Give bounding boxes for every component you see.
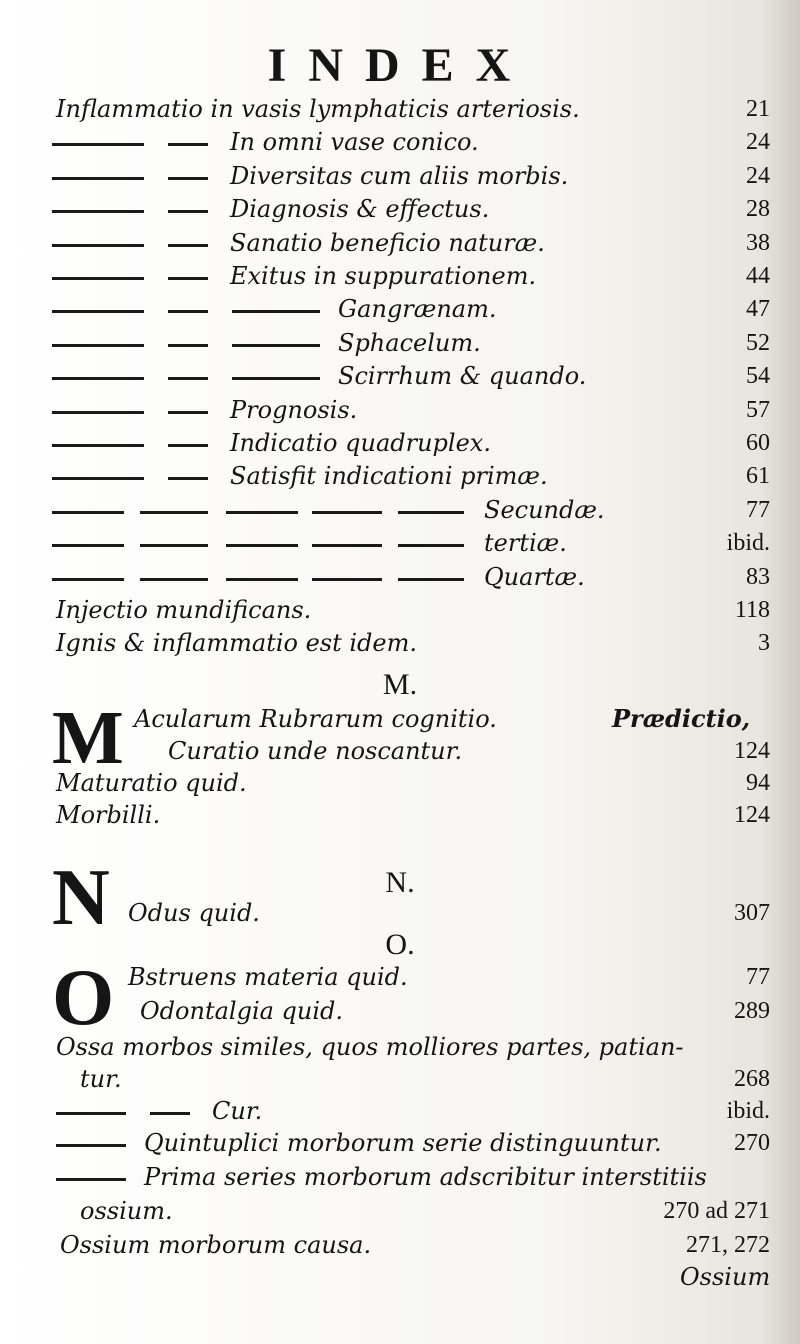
entry-text: Ignis & inflammatio est idem. [56,629,418,657]
ditto-rule [140,578,208,581]
ditto-rule [226,511,298,514]
entry-text: Gangrænam. [338,295,497,323]
entry-page-number: 270 [734,1130,770,1156]
ditto-rule [140,544,208,547]
entry-text: Diversitas cum aliis morbis. [230,162,569,190]
index-entry [0,1228,800,1262]
ditto-rule [168,177,208,180]
entry-page-number: 124 [734,738,770,764]
ditto-rule [226,578,298,581]
entry-page-number: 94 [746,770,770,796]
entry-page-number: 289 [734,998,770,1024]
entry-page-number: 118 [734,597,770,623]
index-entry [0,459,800,493]
ditto-rule [168,411,208,414]
index-entry [0,798,800,832]
ditto-rule [56,1112,126,1115]
drop-initial-m: M [52,696,124,780]
index-entry [0,702,800,736]
entry-text: Injectio mundificans. [56,596,312,624]
entry-page-number: 52 [746,330,770,356]
index-entry [0,359,800,393]
ditto-rule [232,377,320,380]
entry-page-number: 270 ad 271 [663,1198,770,1224]
section-heading-m: M. [382,668,418,701]
ditto-rule [52,210,144,213]
entry-page-number: 57 [746,397,770,423]
entry-page-number: 54 [746,363,770,389]
ditto-rule [150,1112,190,1115]
entry-text: Acularum Rubrarum cognitio. [134,705,497,733]
drop-initial-n: N [52,854,110,942]
ditto-rule [168,310,208,313]
entry-text: Inflammatio in vasis lymphaticis arteriosis. [56,95,580,123]
index-entry [0,1160,800,1194]
ditto-rule [56,1178,126,1181]
entry-page-number: ibid. [726,530,770,556]
entry-text: Odontalgia quid. [140,997,344,1025]
entry-text: Quintuplici morborum serie distinguuntur. [144,1129,662,1157]
ditto-rule [52,578,124,581]
index-entry [0,92,800,126]
entry-page-number: 83 [746,564,770,590]
ditto-rule [168,377,208,380]
entry-text: Sphacelum. [338,329,481,357]
index-entry [0,1194,800,1228]
ditto-rule [168,143,208,146]
index-entry [0,734,800,768]
entry-page-number: 24 [746,129,770,155]
ditto-rule [398,578,464,581]
index-entry [0,766,800,800]
entry-text: Odus quid. [128,899,260,927]
entry-page-number: 28 [746,196,770,222]
entry-extra: Prædictio, [612,704,751,733]
ditto-rule [398,544,464,547]
index-entry [0,994,800,1028]
index-entry [0,292,800,326]
entry-page-number: ibid. [726,1098,770,1124]
entry-text: Satisfit indicationi primæ. [230,462,548,490]
page-header: INDEX [267,39,533,92]
entry-page-number: 61 [746,463,770,489]
entry-text: Ossium morborum causa. [60,1231,372,1259]
catchword: Ossium [680,1263,771,1291]
ditto-rule [52,377,144,380]
index-entry [0,896,800,930]
ditto-rule [312,578,382,581]
entry-text: Exitus in suppurationem. [230,262,537,290]
catchword-row [0,1260,800,1294]
index-entry [0,426,800,460]
entry-page-number: 271, 272 [686,1232,770,1258]
index-entry [0,593,800,627]
index-entry [0,1030,800,1064]
ditto-rule [52,143,144,146]
entry-text: Prima series morborum adscribitur interstitiis [144,1163,707,1191]
entry-text: Scirrhum & quando. [338,362,587,390]
ditto-rule [52,511,124,514]
ditto-rule [140,511,208,514]
entry-text: Secundæ. [484,496,605,524]
index-entry [0,1094,800,1128]
entry-page-number: 77 [746,497,770,523]
ditto-rule [52,411,144,414]
entry-page-number: 60 [746,430,770,456]
entry-text: Bstruens materia quid. [128,963,408,991]
index-entry [0,1062,800,1096]
entry-page-number: 21 [746,96,770,122]
entry-page-number: 307 [734,900,770,926]
entry-text: Diagnosis & effectus. [230,195,490,223]
index-entry [0,393,800,427]
ditto-rule [52,477,144,480]
entry-page-number: 124 [734,802,770,828]
entry-page-number: 77 [746,964,770,990]
index-entry [0,326,800,360]
ditto-rule [312,544,382,547]
index-entry [0,1126,800,1160]
ditto-rule [52,544,124,547]
ditto-rule [52,277,144,280]
ditto-rule [168,444,208,447]
ditto-rule [52,344,144,347]
entry-page-number: 38 [746,230,770,256]
ditto-rule [52,310,144,313]
index-entry [0,159,800,193]
entry-text: Sanatio beneficio naturæ. [230,229,545,257]
entry-page-number: 44 [746,263,770,289]
entry-page-number: 24 [746,163,770,189]
entry-text: ossium. [80,1197,173,1225]
entry-text: Morbilli. [56,801,161,829]
ditto-rule [226,544,298,547]
index-entry [0,526,800,560]
entry-text: Maturatio quid. [56,769,247,797]
entry-page-number: 268 [734,1066,770,1092]
ditto-rule [398,511,464,514]
ditto-rule [52,244,144,247]
section-heading-n: N. [385,866,415,899]
drop-initial-o: O [52,954,115,1042]
ditto-rule [56,1144,126,1147]
index-entry [0,626,800,660]
ditto-rule [168,244,208,247]
index-entry [0,960,800,994]
entry-text: Indicatio quadruplex. [230,429,491,457]
entry-text: Curatio unde noscantur. [168,737,463,765]
entry-text: Ossa morbos similes, quos molliores partes, patian- [56,1033,684,1061]
entry-text: Prognosis. [230,396,358,424]
ditto-rule [168,210,208,213]
ditto-rule [168,344,208,347]
index-entry [0,125,800,159]
index-entry [0,226,800,260]
index-entry [0,192,800,226]
ditto-rule [232,344,320,347]
entry-text: Cur. [212,1097,263,1125]
ditto-rule [52,177,144,180]
index-entry [0,493,800,527]
ditto-rule [52,444,144,447]
index-entry [0,560,800,594]
entry-text: tur. [80,1065,122,1093]
entry-page-number: 3 [758,630,770,656]
index-entry [0,259,800,293]
ditto-rule [232,310,320,313]
entry-text: Quartæ. [484,563,585,591]
ditto-rule [168,477,208,480]
section-heading-o: O. [385,928,415,961]
ditto-rule [168,277,208,280]
ditto-rule [312,511,382,514]
entry-page-number: 47 [746,296,770,322]
entry-text: In omni vase conico. [230,128,479,156]
entry-text: tertiæ. [484,529,567,557]
